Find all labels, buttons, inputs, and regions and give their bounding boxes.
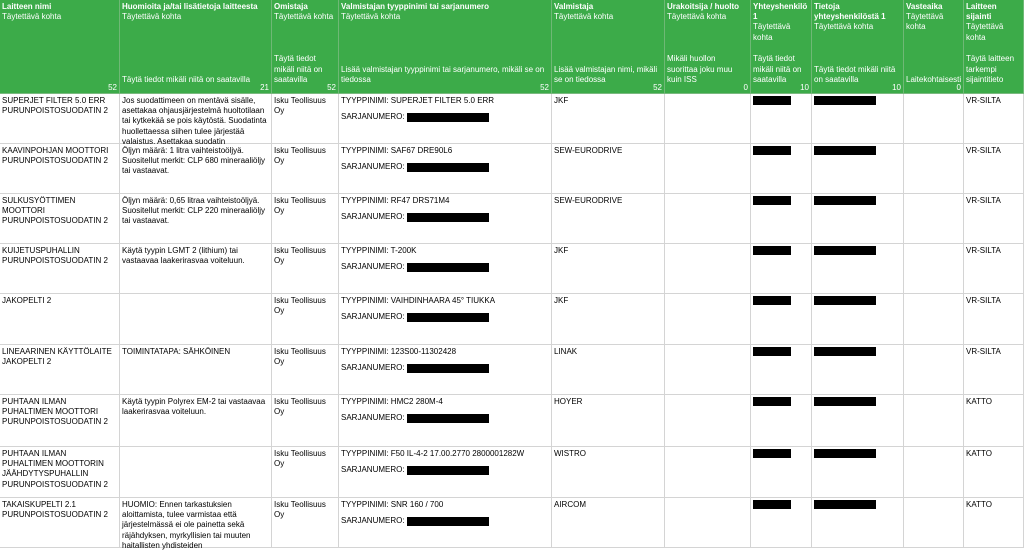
header-cell-sijainti[interactable] (964, 0, 1024, 93)
header-hint: Mikäli huollon suorittaa joku muu kuin ISS (667, 54, 733, 84)
redacted-serial-block (407, 113, 489, 122)
table-row (0, 244, 1024, 294)
header-cell-omistaja[interactable] (272, 0, 339, 93)
redacted-serial-block (407, 364, 489, 373)
type-line (341, 449, 549, 459)
cell-device-name[interactable]: TAKAISKUPELTI 2.1 PURUNPOISTOSUODATIN 2 (0, 498, 120, 547)
cell-type-serial[interactable] (339, 144, 552, 193)
cell-type-serial[interactable] (339, 244, 552, 293)
header-subtitle: Täytettävä kohta (122, 12, 182, 22)
header-hint: Laitekohtaisesti (906, 74, 962, 84)
header-hint: Lisää valmistajan tyyppinimi tai sarjanumero, mikäli se on tiedossa (341, 64, 545, 84)
cell-contact-person[interactable] (751, 395, 812, 446)
serial-prefix: SARJANUMERO: (341, 112, 407, 122)
cell-response-time[interactable] (904, 447, 964, 497)
cell-contractor[interactable] (665, 447, 751, 497)
type-line (341, 347, 549, 357)
cell-manufacturer[interactable]: AIRCOM (552, 498, 665, 547)
cell-device-name[interactable]: LINEAARINEN KÄYTTÖLAITE JAKOPELTI 2 (0, 345, 120, 394)
cell-owner[interactable]: Isku Teollisuus Oy (272, 498, 339, 547)
table-row (0, 345, 1024, 395)
cell-contact-person[interactable] (751, 498, 812, 547)
header-title: Laitteen nimi (2, 2, 52, 11)
cell-owner[interactable]: Isku Teollisuus Oy (272, 144, 339, 193)
cell-contractor[interactable] (665, 498, 751, 547)
type-value: RF47 DRS71M4 (390, 196, 450, 205)
cell-owner[interactable]: Isku Teollisuus Oy (272, 395, 339, 446)
cell-type-serial[interactable] (339, 498, 552, 547)
header-length: 10 (800, 82, 809, 92)
cell-contact-info[interactable] (812, 498, 904, 547)
serial-prefix: SARJANUMERO: (341, 312, 407, 322)
table-body (0, 94, 1024, 548)
cell-manufacturer[interactable]: LINAK (552, 345, 665, 394)
header-row (0, 0, 1024, 94)
table-row (0, 498, 1024, 548)
serial-line (341, 312, 549, 322)
cell-contact-info[interactable] (812, 294, 904, 344)
cell-device-name[interactable]: KAAVINPOHJAN MOOTTORI PURUNPOISTOSUODATIN 2 (0, 144, 120, 193)
serial-prefix: SARJANUMERO: (341, 465, 407, 475)
cell-manufacturer[interactable]: SEW-EURODRIVE (552, 144, 665, 193)
cell-response-time[interactable] (904, 294, 964, 344)
redacted-serial-block (407, 313, 489, 322)
cell-type-serial[interactable] (339, 447, 552, 497)
cell-response-time[interactable] (904, 345, 964, 394)
cell-owner[interactable]: Isku Teollisuus Oy (272, 447, 339, 497)
header-hint: Täytä tiedot mikäli niitä on saatavilla (122, 74, 251, 84)
table-row (0, 194, 1024, 244)
header-subtitle: Täytettävä kohta (341, 12, 401, 22)
serial-prefix: SARJANUMERO: (341, 262, 407, 272)
cell-contact-person[interactable] (751, 94, 812, 143)
header-hint: Täytä tiedot mikäli niitä on saatavilla (814, 64, 896, 84)
cell-manufacturer[interactable]: WISTRO (552, 447, 665, 497)
redacted-serial-block (407, 213, 489, 222)
cell-location[interactable]: KATTO (964, 447, 1024, 497)
serial-line (341, 262, 549, 272)
redacted-contact-info-block (814, 397, 876, 406)
cell-type-serial[interactable] (339, 345, 552, 394)
redacted-contact-block (753, 196, 791, 205)
header-subtitle: Täytettävä kohta (906, 12, 944, 32)
serial-line (341, 212, 549, 222)
header-length: 0 (956, 82, 961, 92)
cell-contact-person[interactable] (751, 244, 812, 293)
table-row (0, 395, 1024, 447)
cell-contact-info[interactable] (812, 144, 904, 193)
header-length: 21 (260, 82, 269, 92)
serial-line (341, 162, 549, 172)
cell-manufacturer[interactable]: JKF (552, 294, 665, 344)
type-prefix: TYYPPINIMI: (341, 397, 391, 406)
header-cell-tietoja-yhteyshenkilosta[interactable] (812, 0, 904, 93)
header-subtitle: Täytettävä kohta (814, 22, 874, 32)
type-line (341, 500, 549, 510)
header-cell-tyyppinimi[interactable] (339, 0, 552, 93)
header-subtitle: Täytettävä kohta (753, 22, 791, 42)
type-value: F50 IL-4-2 17.00.2770 2800001282W (390, 449, 525, 458)
cell-owner[interactable]: Isku Teollisuus Oy (272, 194, 339, 243)
redacted-contact-block (753, 296, 791, 305)
cell-manufacturer[interactable]: JKF (552, 244, 665, 293)
redacted-contact-block (753, 347, 791, 356)
cell-device-name[interactable]: SUPERJET FILTER 5.0 ERR PURUNPOISTOSUODATIN 2 (0, 94, 120, 143)
header-length: 52 (108, 82, 117, 92)
header-subtitle: Täytettävä kohta (554, 12, 614, 22)
cell-device-name[interactable]: JAKOPELTI 2 (0, 294, 120, 344)
header-hint: Lisää valmistajan nimi, mikäli se on tiedossa (554, 64, 658, 84)
redacted-contact-info-block (814, 246, 876, 255)
serial-line (341, 112, 549, 122)
cell-location[interactable]: VR-SILTA (964, 244, 1024, 293)
redacted-serial-block (407, 263, 489, 272)
header-title: Omistaja (274, 2, 308, 11)
cell-notes[interactable]: HUOMIO: Ennen tarkastuksien aloittamista, tulee varmistaa että järjestelmässä ei ole painetta sekä räjähdyksen, myrkyllisien tai muuten haitallisten yhdisteiden (120, 498, 272, 547)
cell-contact-info[interactable] (812, 94, 904, 143)
table-row (0, 294, 1024, 345)
redacted-contact-info-block (814, 347, 876, 356)
cell-type-serial[interactable] (339, 395, 552, 446)
cell-type-serial[interactable] (339, 294, 552, 344)
header-hint: Täytä tiedot mikäli niitä on saatavilla (753, 54, 802, 84)
cell-contractor[interactable] (665, 395, 751, 446)
cell-contact-person[interactable] (751, 144, 812, 193)
type-value: SAF67 DRE90L6 (390, 146, 453, 155)
redacted-serial-block (407, 163, 489, 172)
cell-device-name[interactable]: SULKUSYÖTTIMEN MOOTTORI PURUNPOISTOSUODATIN 2 (0, 194, 120, 243)
serial-prefix: SARJANUMERO: (341, 413, 407, 423)
header-cell-yhteyshenkilo[interactable] (751, 0, 812, 93)
cell-contact-info[interactable] (812, 194, 904, 243)
cell-response-time[interactable] (904, 498, 964, 547)
header-length: 52 (540, 82, 549, 92)
cell-contact-person[interactable] (751, 345, 812, 394)
redacted-contact-info-block (814, 296, 876, 305)
redacted-contact-info-block (814, 96, 876, 105)
cell-device-name[interactable]: KUIJETUSPUHALLIN PURUNPOISTOSUODATIN 2 (0, 244, 120, 293)
type-prefix: TYYPPINIMI: (341, 96, 391, 105)
header-length: 52 (327, 82, 336, 92)
cell-notes[interactable]: Öljyn määrä: 1 litra vaihteistoöljyä. Suositellut merkit: CLP 680 mineraaliöljy tai vastaavat. (120, 144, 272, 193)
cell-contractor[interactable] (665, 345, 751, 394)
cell-type-serial[interactable] (339, 194, 552, 243)
cell-notes[interactable]: TOIMINTATAPA: SÄHKÖINEN (120, 345, 272, 394)
cell-location[interactable]: KATTO (964, 498, 1024, 547)
table-row (0, 447, 1024, 498)
type-line (341, 296, 549, 306)
serial-line (341, 465, 549, 475)
cell-response-time[interactable] (904, 395, 964, 446)
table-row (0, 144, 1024, 194)
header-hint: Täytä tiedot mikäli niitä on saatavilla (274, 54, 323, 84)
cell-response-time[interactable] (904, 194, 964, 243)
redacted-contact-block (753, 96, 791, 105)
redacted-contact-block (753, 500, 791, 509)
cell-manufacturer[interactable]: JKF (552, 94, 665, 143)
cell-owner[interactable]: Isku Teollisuus Oy (272, 345, 339, 394)
header-cell-laitteen-nimi[interactable] (0, 0, 120, 93)
header-title: Valmistaja (554, 2, 594, 11)
header-cell-huomioita[interactable] (120, 0, 272, 93)
cell-contractor[interactable] (665, 94, 751, 143)
cell-contact-person[interactable] (751, 294, 812, 344)
type-prefix: TYYPPINIMI: (341, 347, 391, 356)
cell-location[interactable]: VR-SILTA (964, 345, 1024, 394)
type-value: VAIHDINHAARA 45° TIUKKA (390, 296, 496, 305)
cell-contractor[interactable] (665, 144, 751, 193)
header-title: Valmistajan tyyppinimi tai sarjanumero (341, 2, 490, 11)
cell-location[interactable]: KATTO (964, 395, 1024, 446)
header-subtitle: Täytettävä kohta (274, 12, 334, 22)
cell-notes[interactable] (120, 447, 272, 497)
header-title: Vasteaika (906, 2, 943, 11)
redacted-contact-info-block (814, 500, 876, 509)
type-value: T-200K (390, 246, 417, 255)
type-line (341, 96, 549, 106)
type-line (341, 146, 549, 156)
cell-contractor[interactable] (665, 244, 751, 293)
serial-line (341, 413, 549, 423)
type-value: SNR 160 / 700 (390, 500, 444, 509)
type-prefix: TYYPPINIMI: (341, 246, 391, 255)
serial-prefix: SARJANUMERO: (341, 212, 407, 222)
cell-response-time[interactable] (904, 144, 964, 193)
cell-manufacturer[interactable]: HOYER (552, 395, 665, 446)
redacted-serial-block (407, 414, 489, 423)
type-line (341, 246, 549, 256)
cell-contractor[interactable] (665, 294, 751, 344)
cell-location[interactable]: VR-SILTA (964, 144, 1024, 193)
type-value: SUPERJET FILTER 5.0 ERR (390, 96, 495, 105)
redacted-contact-block (753, 449, 791, 458)
serial-prefix: SARJANUMERO: (341, 516, 407, 526)
type-prefix: TYYPPINIMI: (341, 196, 391, 205)
redacted-serial-block (407, 466, 489, 475)
cell-response-time[interactable] (904, 94, 964, 143)
header-subtitle: Täytettävä kohta (2, 12, 62, 22)
redacted-contact-info-block (814, 196, 876, 205)
cell-owner[interactable]: Isku Teollisuus Oy (272, 244, 339, 293)
redacted-contact-block (753, 246, 791, 255)
header-length: 52 (653, 82, 662, 92)
cell-notes[interactable] (120, 294, 272, 344)
cell-device-name[interactable]: PUHTAAN ILMAN PUHALTIMEN MOOTTORIN JÄÄHDYTYSPUHALLIN PURUNPOISTOSUODATIN 2 (0, 447, 120, 497)
cell-type-serial[interactable] (339, 94, 552, 143)
cell-location[interactable]: VR-SILTA (964, 94, 1024, 143)
type-value: HMC2 280M-4 (390, 397, 443, 406)
cell-manufacturer[interactable]: SEW-EURODRIVE (552, 194, 665, 243)
header-hint: Täytä laitteen tarkempi sijaintitieto (966, 54, 1015, 84)
type-prefix: TYYPPINIMI: (341, 146, 391, 155)
cell-location[interactable]: VR-SILTA (964, 194, 1024, 243)
cell-notes[interactable]: Öljyn määrä: 0,65 litraa vaihteistoöljyä. Suositellut merkit: CLP 220 mineraaliöljy tai vastaavat. (120, 194, 272, 243)
cell-notes[interactable]: Jos suodattimeen on mentävä sisälle, asettakaa ohjausjärjestelmä huoltotilaan tai kytkekää se pois käytöstä. Suodatinta huollettaessa siihen tulee järjestää valaistus. Asettakaa suodatin (120, 94, 272, 143)
header-length: 10 (892, 82, 901, 92)
cell-owner[interactable]: Isku Teollisuus Oy (272, 294, 339, 344)
serial-line (341, 363, 549, 373)
cell-response-time[interactable] (904, 244, 964, 293)
header-title: Laitteen sijainti (966, 2, 997, 22)
serial-line (341, 516, 549, 526)
header-cell-urakoitsija[interactable] (665, 0, 751, 93)
cell-notes[interactable]: Käytä tyypin Polyrex EM-2 tai vastaavaa laakerirasvaa voiteluun. (120, 395, 272, 446)
cell-contractor[interactable] (665, 194, 751, 243)
header-title: Tietoja yhteyshenkilöstä 1 (814, 2, 886, 22)
header-title: Urakoitsija / huolto (667, 2, 740, 11)
type-line (341, 397, 549, 407)
cell-notes[interactable]: Käytä tyypin LGMT 2 (lithium) tai vastaavaa laakerirasvaa voiteluun. (120, 244, 272, 293)
cell-owner[interactable]: Isku Teollisuus Oy (272, 94, 339, 143)
redacted-contact-block (753, 146, 791, 155)
cell-contact-info[interactable] (812, 395, 904, 446)
redacted-contact-block (753, 397, 791, 406)
cell-device-name[interactable]: PUHTAAN ILMAN PUHALTIMEN MOOTTORI PURUNPOISTOSUODATIN 2 (0, 395, 120, 446)
redacted-serial-block (407, 517, 489, 526)
cell-contact-person[interactable] (751, 447, 812, 497)
type-prefix: TYYPPINIMI: (341, 500, 391, 509)
cell-contact-person[interactable] (751, 194, 812, 243)
header-cell-valmistaja[interactable] (552, 0, 665, 93)
header-cell-vasteaika[interactable] (904, 0, 964, 93)
redacted-contact-info-block (814, 146, 876, 155)
type-line (341, 196, 549, 206)
table-row (0, 94, 1024, 144)
serial-prefix: SARJANUMERO: (341, 363, 407, 373)
type-prefix: TYYPPINIMI: (341, 296, 391, 305)
header-subtitle: Täytettävä kohta (667, 12, 727, 22)
cell-contact-info[interactable] (812, 244, 904, 293)
cell-location[interactable]: VR-SILTA (964, 294, 1024, 344)
header-title: Yhteyshenkilö 1 (753, 2, 808, 22)
redacted-contact-info-block (814, 449, 876, 458)
serial-prefix: SARJANUMERO: (341, 162, 407, 172)
cell-contact-info[interactable] (812, 447, 904, 497)
header-subtitle: Täytettävä kohta (966, 22, 1004, 42)
type-value: 123S00-11302428 (390, 347, 457, 356)
header-title: Huomioita ja/tai lisätietoja laitteesta (122, 2, 258, 11)
header-length: 0 (743, 82, 748, 92)
type-prefix: TYYPPINIMI: (341, 449, 391, 458)
cell-contact-info[interactable] (812, 345, 904, 394)
